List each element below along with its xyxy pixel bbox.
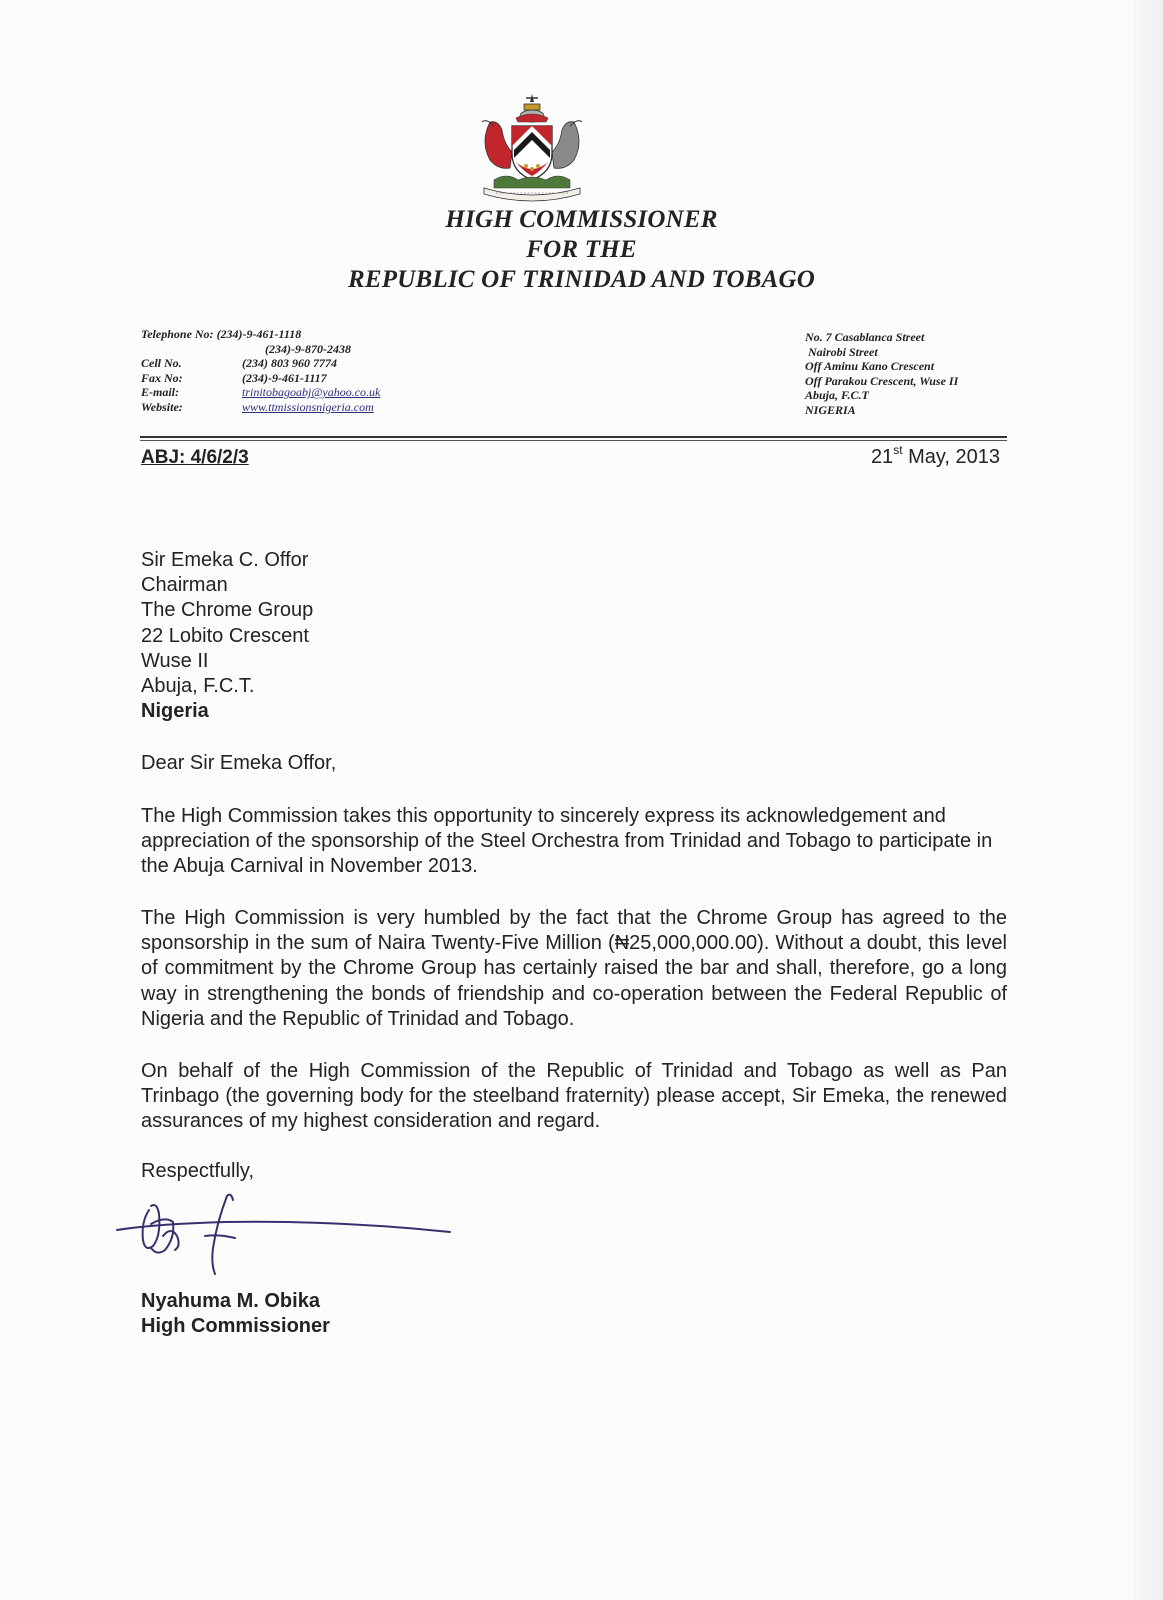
address-line: Off Aminu Kano Crescent xyxy=(805,359,935,374)
body-paragraph: The High Commission takes this opportunity to sincerely express its acknowledgement and appreciation of the sponsorship of the Steel Orchestra from Trinidad and Tobago to participate in the Abuja Carnival in November 2013. xyxy=(141,805,993,878)
letterhead-title-line-2: FOR THE xyxy=(526,236,637,263)
recipient-city: Abuja, F.C.T. xyxy=(141,675,255,698)
body-paragraph: The High Commission is very humbled by the fact that the Chrome Group has agreed to the sponsorship in the sum of Naira Twenty-Five Million (₦25,000,000.00). Without a doubt, this level of commitment by the Chrome Group has certainly raised the bar and shall, therefore, go a long way in strengthening the bonds of friendship and co-operation between the Federal Republic of Nigeria and the Republic of Trinidad and Tobago. xyxy=(141,907,1007,1030)
letter-date xyxy=(870,443,1000,469)
contact-block xyxy=(141,327,380,415)
telephone-number-2: (234)-9-870-2438 xyxy=(265,341,351,356)
recipient-country: Nigeria xyxy=(141,700,209,723)
recipient-name: Sir Emeka C. Offor xyxy=(141,549,309,571)
address-block xyxy=(805,330,958,418)
address-line: Off Parakou Crescent, Wuse II xyxy=(805,373,959,388)
fax-number: (234)-9-461-1117 xyxy=(242,370,327,385)
recipient-district: Wuse II xyxy=(141,649,209,672)
handwritten-signature xyxy=(115,1192,460,1282)
address-line: Abuja, F.C.T xyxy=(805,388,869,403)
cell-number: (234) 803 960 7774 xyxy=(242,356,337,371)
address-line: Nairobi Street xyxy=(808,344,878,359)
address-line: No. 7 Casablanca Street xyxy=(805,330,925,344)
telephone-label: Telephone No: xyxy=(141,327,214,341)
header-divider-thin xyxy=(140,440,1007,441)
signer-name: Nyahuma M. Obika xyxy=(141,1290,320,1312)
recipient-street: 22 Lobito Crescent xyxy=(141,624,309,647)
fax-label: Fax No: xyxy=(141,370,183,385)
recipient-company: The Chrome Group xyxy=(141,599,314,622)
header-divider xyxy=(140,436,1007,438)
salutation: Dear Sir Emeka Offor, xyxy=(141,752,337,774)
email-link[interactable]: trinitobagoabj@yahoo.co.uk xyxy=(242,385,381,400)
coat-of-arms-icon xyxy=(476,92,588,202)
email-label: E-mail: xyxy=(141,385,179,400)
body-paragraph: On behalf of the High Commission of the Republic of Trinidad and Tobago as well as Pan Trinbago (the governing body for the steelband fraternity) please accept, Sir Emeka, the renewed assurances of my highest consideration and regard. xyxy=(141,1060,1007,1133)
website-label: Website: xyxy=(141,399,183,414)
closing: Respectfully, xyxy=(141,1160,255,1182)
date-day: 21 xyxy=(870,446,894,468)
recipient-address xyxy=(141,548,313,724)
date-rest: May, 2013 xyxy=(902,446,1000,468)
date-suffix: st xyxy=(893,443,903,457)
letterhead-title-line-1: HIGH COMMISSIONER xyxy=(445,206,718,233)
address-line: NIGERIA xyxy=(805,402,856,417)
recipient-title: Chairman xyxy=(141,574,228,597)
signer-block xyxy=(141,1289,330,1339)
signer-title: High Commissioner xyxy=(141,1315,330,1338)
letterhead-title-line-3: REPUBLIC OF TRINIDAD AND TOBAGO xyxy=(348,266,815,293)
telephone-number-1: (234)-9-461-1118 xyxy=(216,327,302,341)
cell-label: Cell No. xyxy=(141,356,182,371)
website-link[interactable]: www.ttmissionsnigeria.com xyxy=(242,399,374,414)
reference-number: ABJ: 4/6/2/3 xyxy=(141,447,249,468)
